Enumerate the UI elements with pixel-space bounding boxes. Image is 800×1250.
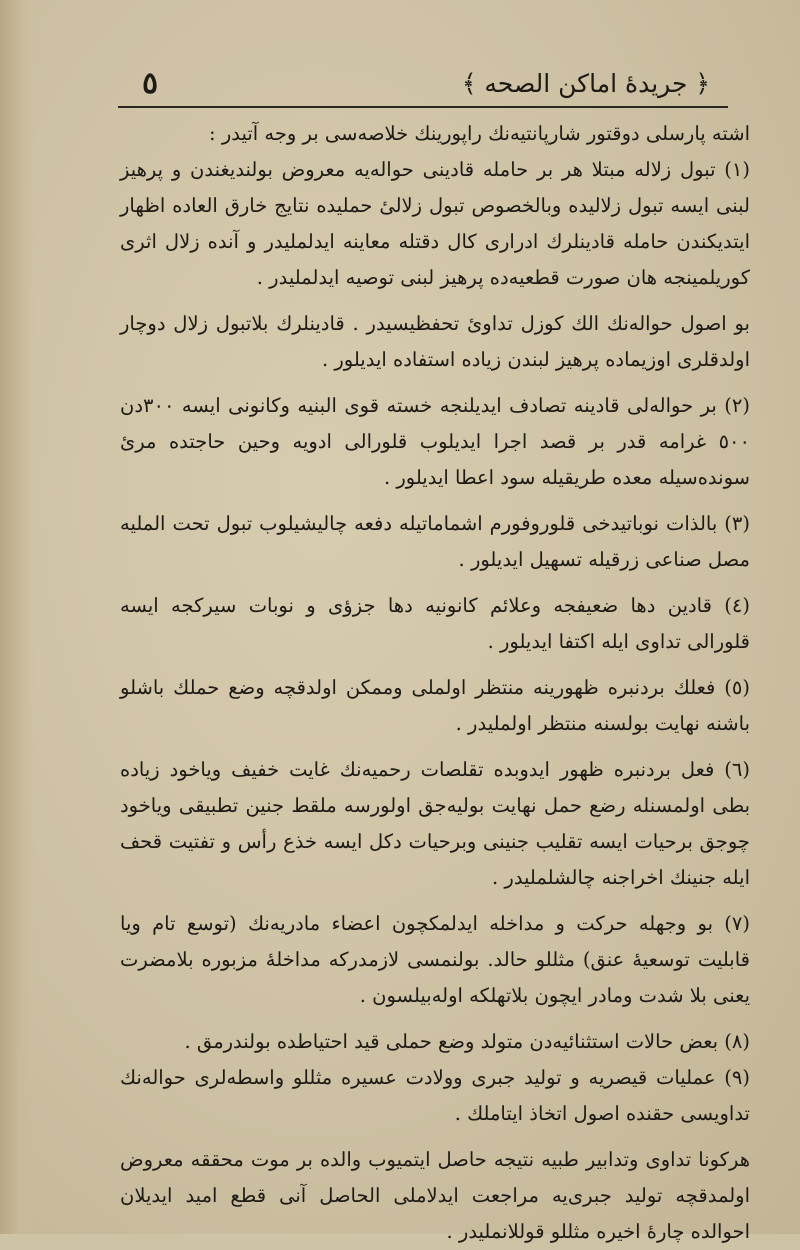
paragraph-item-7: (٧) بو وجهله حركت و مداخله ایدلمكچون اعضاء مادریه‌نك (توسع تام ویا قابلیت توسعیهٔ عنق) مثللو حالد. بولنمسی لازمدركه مداخلهٔ مزبوره بلامضرت یعنی بلا شدت ومادر ایچون بلاتهلكه اوله‌بیلسون .	[120, 912, 750, 1007]
paragraph-item-5: (٥) فعلك بردنبره ظهورینه منتظر اولملی وممكن اولدقچه وضع حملك باشلو باشنه نهایت بولسنه منتظر اولملیدر .	[120, 676, 750, 735]
paragraph-conclusion: هركونا تداوی وتدابیر طبیه نتیجه حاصل ایتمیوب والده بر موت محققه معروض اولمدقچه تولید جبری‌یه مراجعت ایدلاملی الحاصل آنی قطع امید ایدیلان احوالده چارهٔ اخیره مثللو قوللانملیدر .	[120, 1148, 750, 1243]
paragraph-item-9: (٩) عملیات قیصریه و تولید جبری وولادت عسیره مثللو واسطه‌لری حواله‌نك تداویسی حقنده اصول اتخاذ ایتاملك .	[120, 1066, 750, 1125]
paragraph-item-2: (٢) بر حواله‌لی قادینه تصادف ایدیلنجه خسته قوی البنیه وكانونی ایسه ٣٠٠دن ٥٠٠ غرامه قدر بر قصد اجرا ایدیلوب قلورالی ادویه وحین حاجتده مریٔ سونده‌سیله معده طریقیله سود اعطا ایدیلور .	[120, 394, 750, 489]
paragraph-item-6: (٦) فعل بردنبره ظهور ایدوبده تقلصات رحمیه‌نك غایت خفیف وياخود زياده بطی اولمسنله رضع حمل نهایت بولیه‌جق اولورسه ملقط جنین تطبیقی وياخود چوجق برحيات ایسه تقلیب جنینی وبرحیات دكل ایسه خذع رأس و تفتیت قحف ایله جنینك اخراجنه چالشلملیدر .	[120, 758, 750, 889]
paragraph-item-8: (٨) بعض حالات استثنائیه‌دن متولد وضع حملی قید احتیاطده بولندرمق .	[184, 1030, 750, 1053]
header-rule	[118, 106, 728, 108]
paragraph-item-4: (٤) قادین دها ضعیفجه وعلائم كانونیه دها جزؤی و نوبات سیركجه ایسه قلورالی تداوی ایله اكتفا ایدیلور .	[120, 594, 750, 653]
page-header	[120, 58, 720, 106]
paragraph-item-3: (٣) بالذات نوباتیدخی قلوروفورم اشماماتیله دفعه چالیشیلوب تبول تحت الملیه مصل صناعی زرقیله تسهیل ایدیلور .	[120, 512, 750, 571]
article-body	[120, 116, 750, 1243]
page-number: ٥	[142, 66, 159, 101]
paragraph-note: بو اصول حواله‌نك الك كوزل تداویٔ تحفظیسیدر . قادینلرك بلاتبول زلال دوچار اولدقلری اوزیماده پرهیز لبندن زیاده استفاده ایدیلور .	[120, 312, 750, 371]
paragraph-item-1: (١) تبول زلاله مبتلا هر بر حامله قادینی حواله‌یه معروض بولندیغندن و پرهیز لبنی ایسه تبول زلالیده وبالخصوص تبول زلالیٔ حملیده نتایج خارق العاده اظهار ایتدیکندن حامله قادینلرك ادراری كال دقتله معاینه ایدلملیدر و آنده زلال اثری كوریلمینجه هان صورت قطعیه‌ده پرهیز لبنی توصیه ایدلملیدر .	[120, 158, 750, 289]
journal-title: ﴿ جريدهٔ اماكن الصحه ﴾	[461, 69, 710, 98]
paragraph-intro: اشته پارسلی دوقتور شارپانتیه‌نك راپورینك خلاصه‌سی بر وجه آتیدر :	[209, 122, 750, 145]
page-edge-shadow	[0, 0, 34, 1234]
